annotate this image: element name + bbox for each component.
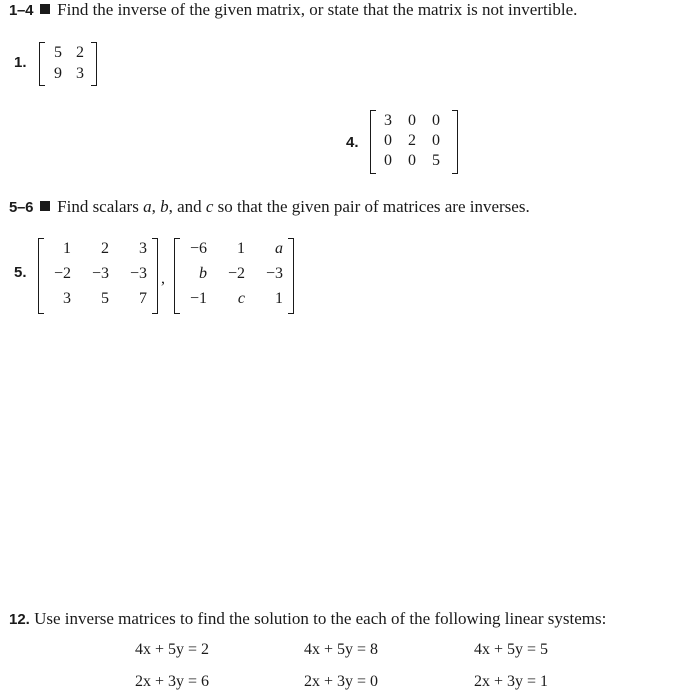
section-instruction-part: , [151,197,161,216]
matrix-separator: , [161,270,165,287]
matrix-cell: −2 [227,265,245,282]
equation: 4x + 5y = 5 [474,641,549,658]
matrix-cell: −3 [129,265,147,282]
variable-b: b [160,197,169,216]
section-heading-5-6 [9,197,530,217]
section-range: 1–4 [9,2,34,19]
matrix-cell: 3 [139,240,147,257]
matrix-cell: 0 [384,152,392,169]
matrix-cell: 3 [63,290,71,307]
matrix-cell: 0 [432,132,440,149]
problem-number: 5. [14,264,27,281]
matrix-cell: 1 [63,240,71,257]
matrix-cell: 5 [432,152,440,169]
matrix-cell-variable: a [275,240,283,257]
matrix-problem-1 [39,42,97,86]
problem-12-heading [9,609,606,629]
matrix-cell: 2 [76,44,84,61]
matrix-cell: 3 [384,112,392,129]
matrix-problem-5-a [38,238,158,314]
square-bullet-icon [40,4,50,14]
equation: 4x + 5y = 8 [304,641,379,658]
matrix-cell-variable: b [199,265,207,282]
matrix-cell: 1 [237,240,245,257]
matrix-cell: 5 [54,44,62,61]
equation: 4x + 5y = 2 [135,641,210,658]
matrix-cell: 1 [275,290,283,307]
matrix-cell: −1 [189,290,207,307]
section-instruction-part: , and [168,197,206,216]
section-instruction-part: Find scalars [57,197,144,216]
problem-number: 1. [14,54,27,71]
section-instruction: Find the inverse of the given matrix, or state that the matrix is not invertible. [57,0,578,19]
variable-c: c [205,197,214,216]
matrix-cell: 0 [384,132,392,149]
matrix-cell: 0 [408,152,416,169]
square-bullet-icon [40,201,50,211]
matrix-cell: 7 [139,290,147,307]
matrix-cell: 2 [101,240,109,257]
matrix-cell-variable: c [237,290,245,307]
section-heading-1-4 [9,0,577,20]
matrix-problem-4 [370,110,458,174]
matrix-cell: −6 [189,240,207,257]
equation: 2x + 3y = 0 [304,673,379,690]
problem-instruction: Use inverse matrices to find the solution to the each of the following linear systems: [34,609,607,628]
matrix-cell: 2 [408,132,416,149]
equation: 2x + 3y = 6 [135,673,210,690]
variable-a: a [143,197,152,216]
equation: 2x + 3y = 1 [474,673,549,690]
problem-number: 4. [346,134,359,151]
matrix-cell: −3 [265,265,283,282]
matrix-cell: 0 [408,112,416,129]
matrix-cell: 9 [54,65,62,82]
matrix-problem-5-b [174,238,294,314]
matrix-cell: 0 [432,112,440,129]
problem-number: 12. [9,611,30,628]
section-range: 5–6 [9,199,34,216]
matrix-cell: −2 [53,265,71,282]
matrix-cell: 5 [101,290,109,307]
matrix-cell: 3 [76,65,84,82]
matrix-cell: −3 [91,265,109,282]
section-instruction-part: so that the given pair of matrices are inverses. [213,197,530,216]
